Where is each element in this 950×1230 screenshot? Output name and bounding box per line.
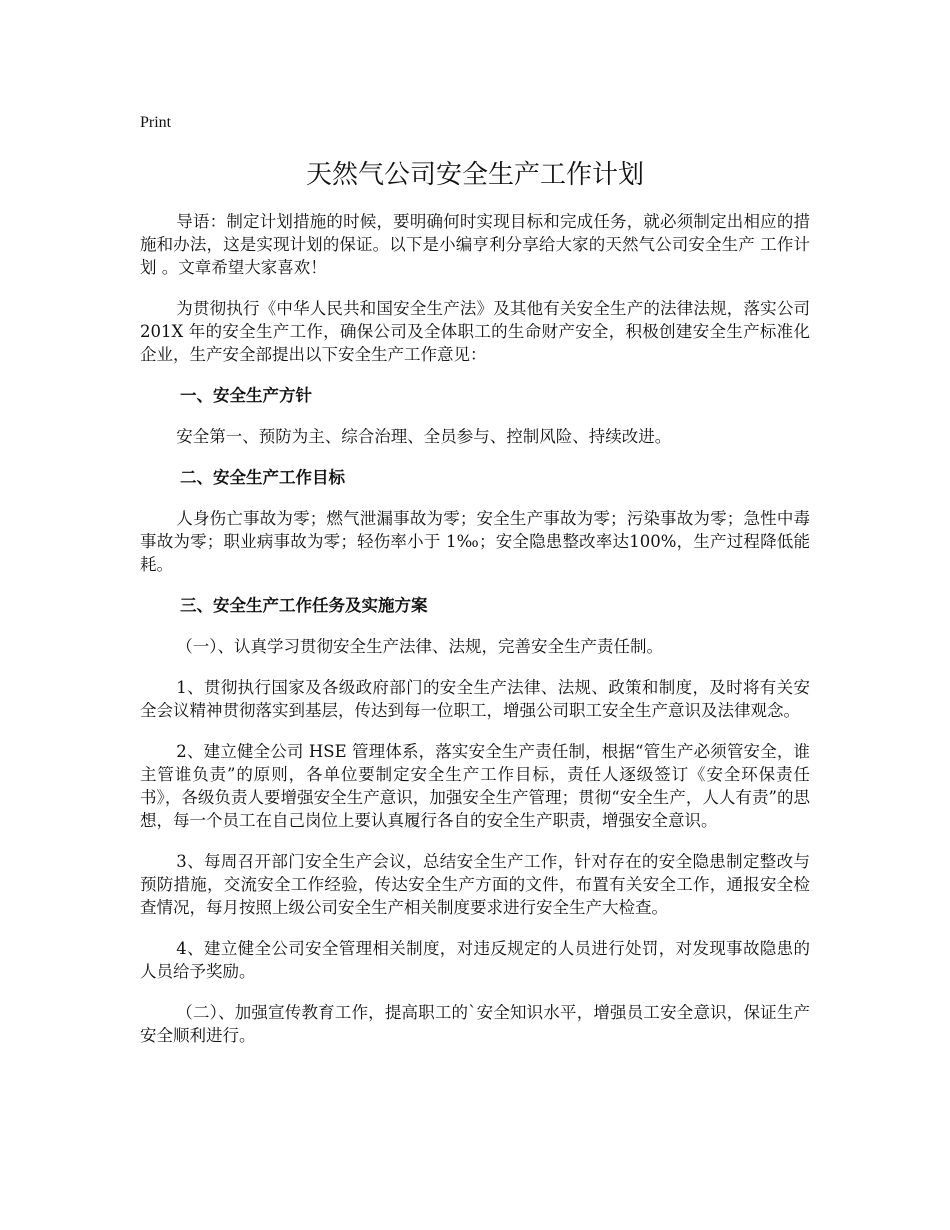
task-item-4: 4、建立健全公司安全管理相关制度，对违反规定的人员进行处罚，对发现事故隐患的人员给予奖励。 [140, 939, 810, 981]
intro-paragraph: 导语：制定计划措施的时候，要明确何时实现目标和完成任务，就必须制定出相应的措施和办法，这是实现计划的保证。以下是小编亨利分享给大家的天然气公司安全生产 工作计划 。文章希望大家喜欢！ [140, 212, 810, 277]
section-heading-policy: 一、安全生产方针 [180, 386, 312, 405]
goals-paragraph: 人身伤亡事故为零；燃气泄漏事故为零；安全生产事故为零；污染事故为零；急性中毒事故为零；职业病事故为零；轻伤率小于 1‰；安全隐患整改率达100%，生产过程降低能耗。 [140, 509, 810, 574]
task-item-1: 1、贯彻执行国家及各级政府部门的安全生产法律、法规、政策和制度，及时将有关安全会议精神贯彻落实到基层，传达到每一位职工，增强公司职工安全生产意识及法律观念。 [140, 678, 810, 720]
policy-paragraph: 安全第一、预防为主、综合治理、全员参与、控制风险、持续改进。 [176, 427, 672, 446]
task-item-2: 2、建立健全公司 HSE 管理体系，落实安全生产责任制，根据“管生产必须管安全，谁主管谁负责”的原则，各单位要制定安全生产工作目标，责任人逐级签订《安全环保责任书》，各级负责人要增强安全生产意识，加强安全生产管理；贯彻“安全生产，人人有责”的思想，每一个员工在自己岗位上要认真履行各自的安全生产职责，增强安全意识。 [140, 742, 810, 830]
task-item-3: 3、每周召开部门安全生产会议，总结安全生产工作，针对存在的安全隐患制定整改与预防措施，交流安全工作经验，传达安全生产方面的文件，布置有关安全工作，通报安全检查情况，每月按照上级公司安全生产相关制度要求进行安全生产大检查。 [140, 852, 810, 917]
print-label: Print [140, 114, 172, 131]
document-body [140, 210, 810, 1065]
section-heading-tasks: 三、安全生产工作任务及实施方案 [180, 596, 428, 615]
task-group-1: （一）、认真学习贯彻安全生产法律、法规，完善安全生产责任制。 [176, 637, 664, 656]
task-group-2: （二）、加强宣传教育工作，提高职工的`安全知识水平，增强员工安全意识，保证生产安全顺利进行。 [140, 1003, 810, 1045]
purpose-paragraph: 为贯彻执行《中华人民共和国安全生产法》及其他有关安全生产的法律法规，落实公司 201X 年的安全生产工作，确保公司及全体职工的生命财产安全，积极创建安全生产标准化企业，生产安全部提出以下安全生产工作意见： [140, 299, 810, 364]
document-title: 天然气公司安全生产工作计划 [305, 160, 644, 190]
section-heading-goals: 二、安全生产工作目标 [180, 468, 345, 487]
